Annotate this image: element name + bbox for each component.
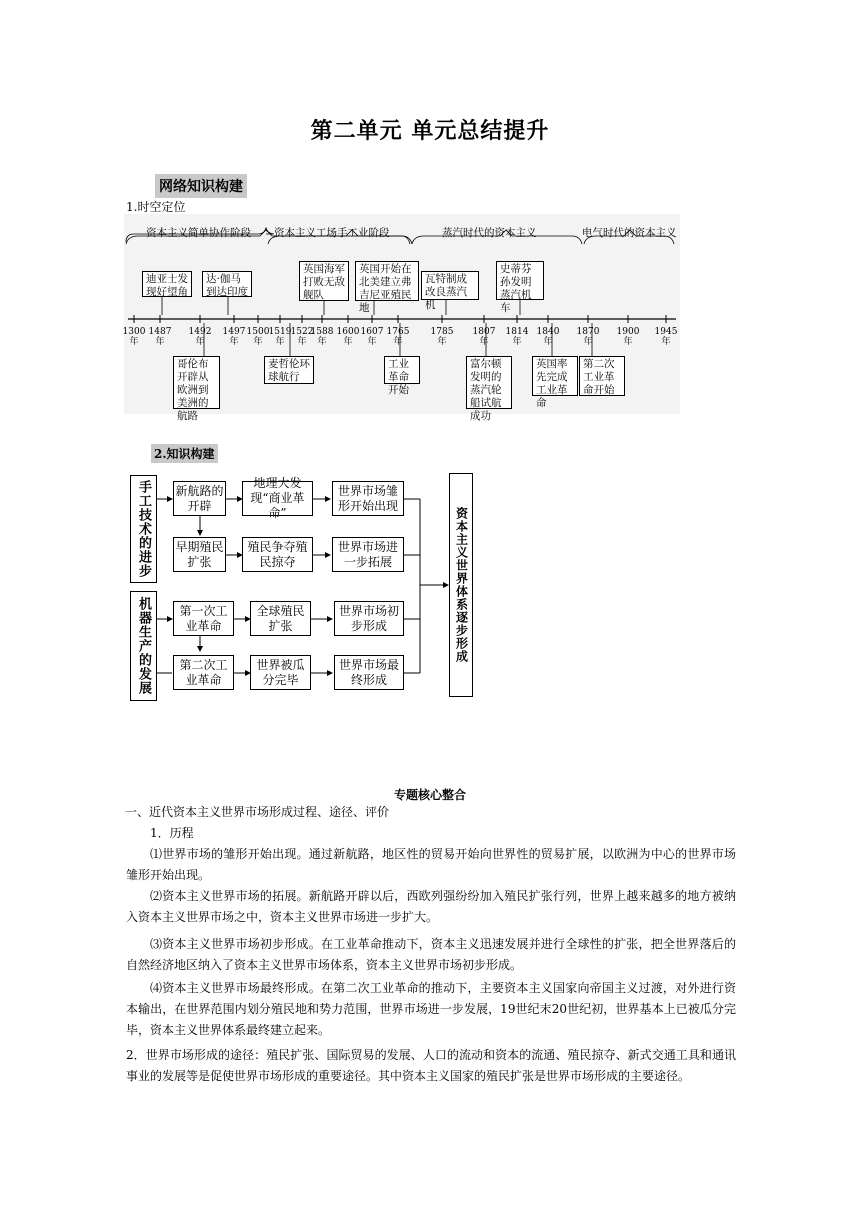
stage-label: 蒸汽时代的资本主义 — [442, 227, 537, 239]
heading-1-1: 1．历程 — [150, 826, 194, 840]
paragraph: ⑷资本主义世界市场最终形成。在第二次工业革命的推动下，主要资本主义国家向帝国主义过渡，对外进行资本输出，在世界范围内划分殖民地和势力范围，世界市场进一步发展，19世纪末20世纪初，世界基本上已被瓜分完毕，资本主义世界体系最终建立起来。 — [126, 981, 736, 1037]
event-box: 英国开始在北美建立弗吉尼亚殖民地 — [355, 261, 419, 301]
event-box: 工业革命开始 — [384, 356, 420, 384]
event-box: 富尔顿发明的蒸汽轮船试航成功 — [466, 356, 512, 409]
paragraph: ⑵资本主义世界市场的拓展。新航路开辟以后，西欧列强纷纷加入殖民扩张行列，世界上越来越多的地方被纳入资本主义世界市场之中，资本主义世界市场进一步扩大。 — [126, 889, 736, 924]
result-box: 资本主义世界体系逐步形成 — [449, 473, 473, 697]
event-box: 史蒂芬孙发明蒸汽机车 — [496, 261, 544, 300]
event-box: 达·伽马到达印度 — [202, 271, 252, 297]
knowledge-diagram — [130, 467, 480, 707]
core-integration-title: 专题核心整合 — [393, 788, 466, 802]
node-box: 世界被瓜分完毕 — [250, 655, 311, 690]
stage-label: 资本主义工场手工业阶段 — [274, 227, 390, 239]
year-label: 1785年 — [430, 327, 454, 347]
section-heading-network: 网络知识构建 — [155, 174, 247, 198]
event-box: 哥伦布开辟从欧洲到美洲的航路 — [173, 356, 220, 409]
event-box: 英国率先完成工业革命 — [532, 356, 578, 396]
category-box-machine: 机器生产的发展 — [130, 591, 157, 701]
year-label: 1945年 — [654, 327, 678, 347]
node-box: 第二次工业革命 — [173, 655, 234, 690]
year-label: 1492年 — [188, 327, 212, 347]
node-box: 世界市场初步形成 — [334, 601, 404, 636]
node-box: 世界市场最终形成 — [334, 655, 404, 690]
year-label: 1497年 — [222, 327, 246, 347]
year-label: 1840年 — [536, 327, 560, 347]
event-box: 麦哲伦环球航行 — [264, 356, 314, 384]
year-label: 1870年 — [576, 327, 600, 347]
event-box: 迪亚士发现好望角 — [142, 271, 192, 297]
year-label: 1487年 — [148, 327, 172, 347]
section-heading-knowledge: 2.知识构建 — [151, 444, 218, 463]
node-box: 第一次工业革命 — [173, 601, 234, 636]
paragraph: 2．世界市场形成的途径：殖民扩张、国际贸易的发展、人口的流动和资本的流通、殖民掠夺、新式交通工具和通讯事业的发展等是促使世界市场形成的重要途径。其中资本主义国家的殖民扩张是世界市场形成的主要途径。 — [126, 1048, 736, 1083]
node-box: 全球殖民扩张 — [250, 601, 311, 636]
subheading-timeline: 1.时空定位 — [126, 200, 186, 214]
page-title: 第二单元 单元总结提升 — [310, 118, 550, 144]
event-box: 瓦特制成改良蒸汽机 — [421, 271, 479, 300]
category-box-handicraft: 手工技术的进步 — [130, 475, 157, 583]
year-label: 1765年 — [386, 327, 410, 347]
year-label: 1300年 — [122, 327, 146, 347]
paragraph: ⑴世界市场的雏形开始出现。通过新航路，地区性的贸易开始向世界性的贸易扩展，以欧洲为中心的世界市场雏形开始出现。 — [126, 847, 736, 882]
year-label: 1519年 — [268, 327, 292, 347]
event-box: 英国海军打败无敌舰队 — [299, 261, 349, 301]
year-label: 1588年 — [310, 327, 334, 347]
node-box: 早期殖民扩张 — [173, 537, 226, 572]
stage-label: 资本主义简单协作阶段 — [146, 227, 251, 239]
year-label: 1607年 — [360, 327, 384, 347]
timeline-figure — [122, 214, 680, 422]
year-label: 1600年 — [336, 327, 360, 347]
heading-1: 一、近代资本主义世界市场形成过程、途径、评价 — [125, 805, 390, 819]
node-box: 殖民争夺殖民掠夺 — [242, 537, 313, 572]
year-label: 1900年 — [616, 327, 640, 347]
year-label: 1807年 — [472, 327, 496, 347]
node-box: 地理大发现“商业革命” — [242, 481, 313, 516]
year-label: 1522年 — [290, 327, 314, 347]
paragraph: ⑶资本主义世界市场初步形成。在工业革命推动下，资本主义迅速发展并进行全球性的扩张，把全世界落后的自然经济地区纳入了资本主义世界市场体系，资本主义世界市场初步形成。 — [126, 937, 736, 972]
stage-label: 电气时代的资本主义 — [582, 227, 677, 239]
year-label: 1500年 — [246, 327, 270, 347]
node-box: 世界市场雏形开始出现 — [332, 481, 404, 516]
event-box: 第二次工业革命开始 — [579, 356, 625, 396]
year-label: 1814年 — [505, 327, 529, 347]
node-box: 新航路的开辟 — [173, 481, 226, 516]
node-box: 世界市场进一步拓展 — [332, 537, 404, 572]
